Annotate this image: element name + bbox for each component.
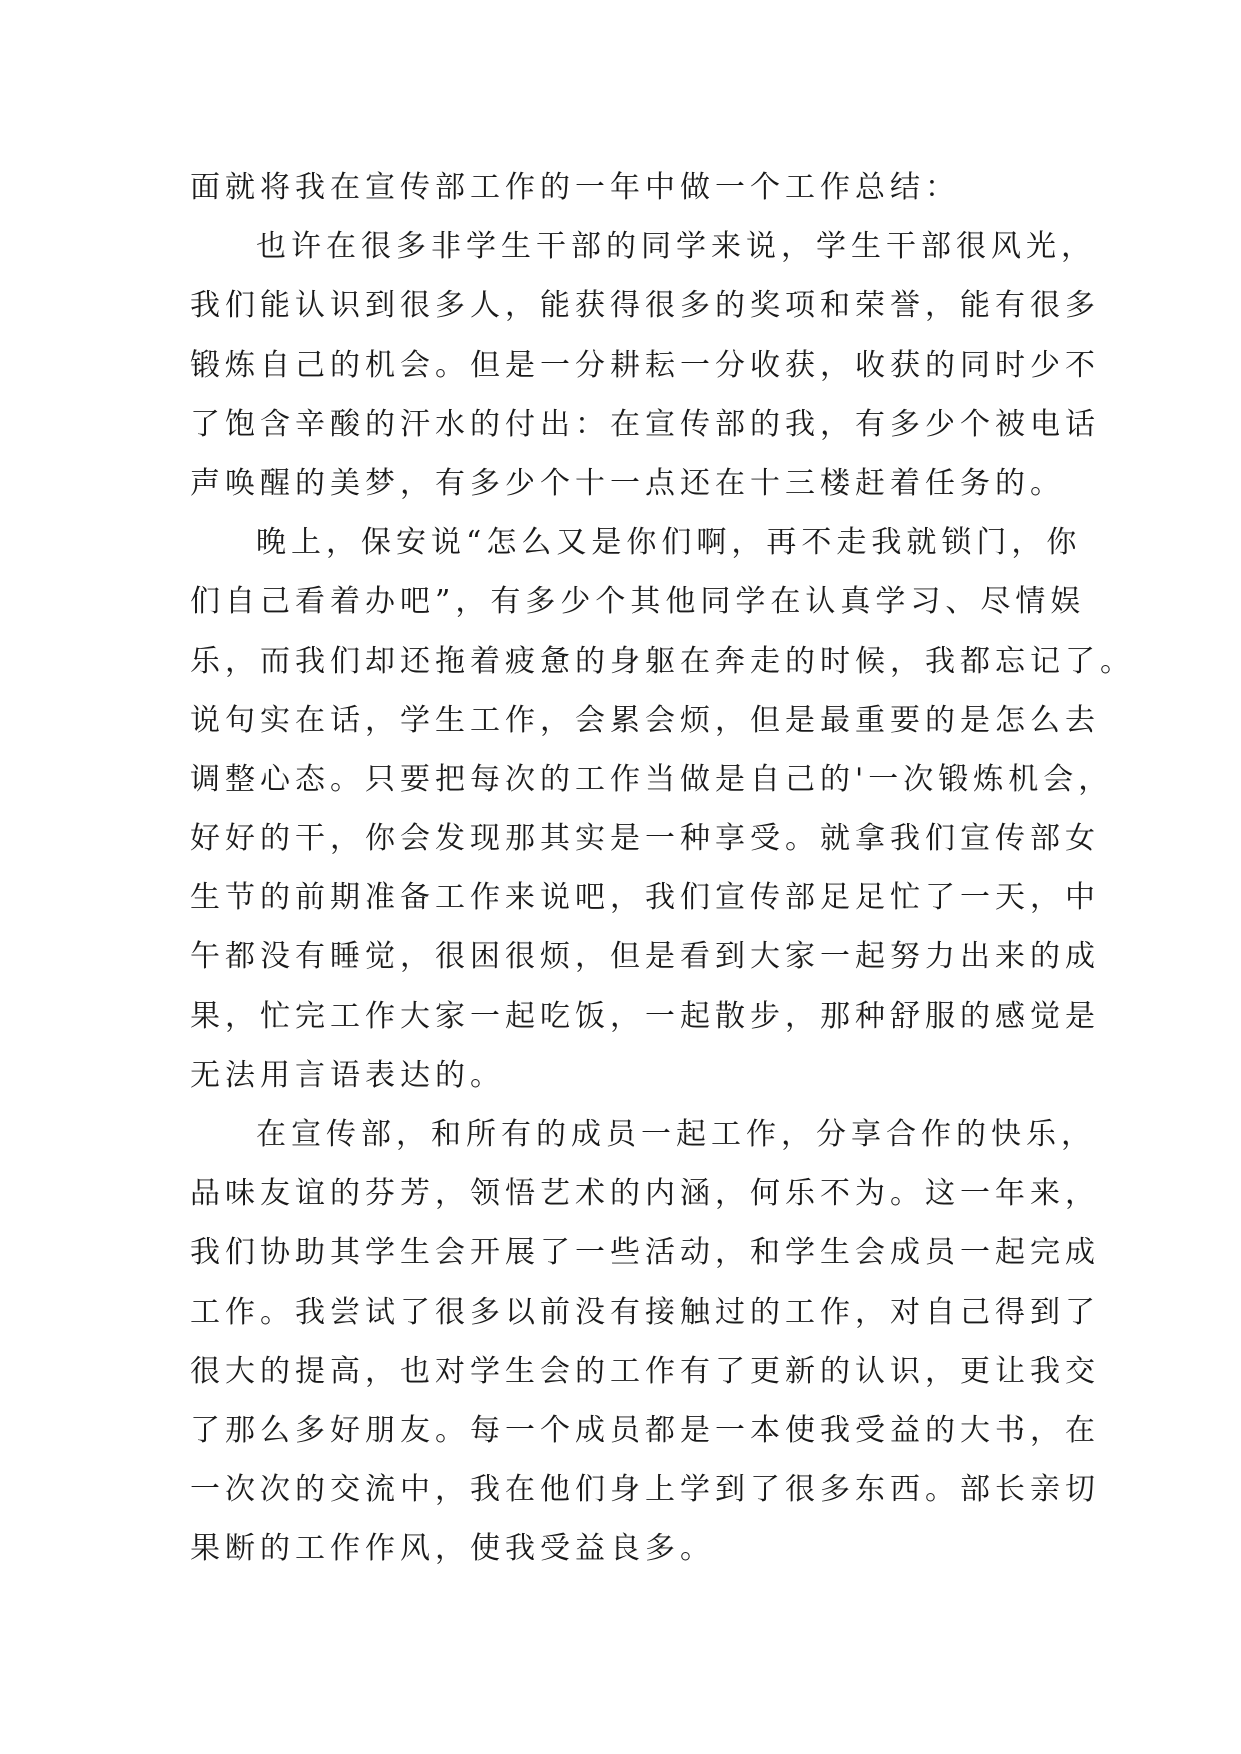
text-line: 说句实在话，学生工作，会累会烦，但是最重要的是怎么去 [190,702,1100,738]
text-line: 调整心态。只要把每次的工作当做是自己的'一次锻炼机会， [190,761,1114,797]
text-line: 面就将我在宣传部工作的一年中做一个工作总结： [190,170,960,205]
text-line: 好好的干，你会发现那其实是一种享受。就拿我们宣传部女 [190,821,1100,857]
text-line: 晚上，保安说“怎么又是你们啊，再不走我就锁门，你 [256,525,1082,561]
document-body [190,158,1135,1579]
text-line: 品味友谊的芬芳，领悟艺术的内涵，何乐不为。这一年来， [190,1176,1100,1212]
text-line: 果，忙完工作大家一起吃饭，一起散步，那种舒服的感觉是 [190,998,1100,1034]
text-line: 我们能认识到很多人，能获得很多的奖项和荣誉，能有很多 [190,288,1100,324]
text-line: 果断的工作作风，使我受益良多。 [190,1531,715,1567]
text-line: 工作。我尝试了很多以前没有接触过的工作，对自己得到了 [190,1294,1100,1330]
text-line: 在宣传部，和所有的成员一起工作，分享合作的快乐， [256,1117,1096,1152]
text-line: 声唤醒的美梦，有多少个十一点还在十三楼赶着任务的。 [190,465,1065,501]
text-line: 一次次的交流中，我在他们身上学到了很多东西。部长亲切 [190,1472,1100,1508]
text-line: 乐，而我们却还拖着疲惫的身躯在奔走的时候，我都忘记了。 [190,643,1135,679]
text-line: 了饱含辛酸的汗水的付出：在宣传部的我，有多少个被电话 [190,406,1100,442]
text-line: 锻炼自己的机会。但是一分耕耘一分收获，收获的同时少不 [190,347,1100,383]
text-line: 生节的前期准备工作来说吧，我们宣传部足足忙了一天，中 [190,880,1100,916]
text-line: 午都没有睡觉，很困很烦，但是看到大家一起努力出来的成 [190,939,1100,975]
text-line: 无法用言语表达的。 [190,1057,505,1093]
text-line: 很大的提高，也对学生会的工作有了更新的认识，更让我交 [190,1353,1100,1389]
text-line: 了那么多好朋友。每一个成员都是一本使我受益的大书，在 [190,1412,1100,1448]
text-line: 们自己看着办吧”，有多少个其他同学在认真学习、尽情娱 [190,584,1086,620]
text-line: 我们协助其学生会开展了一些活动，和学生会成员一起完成 [190,1235,1100,1271]
text-line: 也许在很多非学生干部的同学来说，学生干部很风光， [256,229,1096,265]
